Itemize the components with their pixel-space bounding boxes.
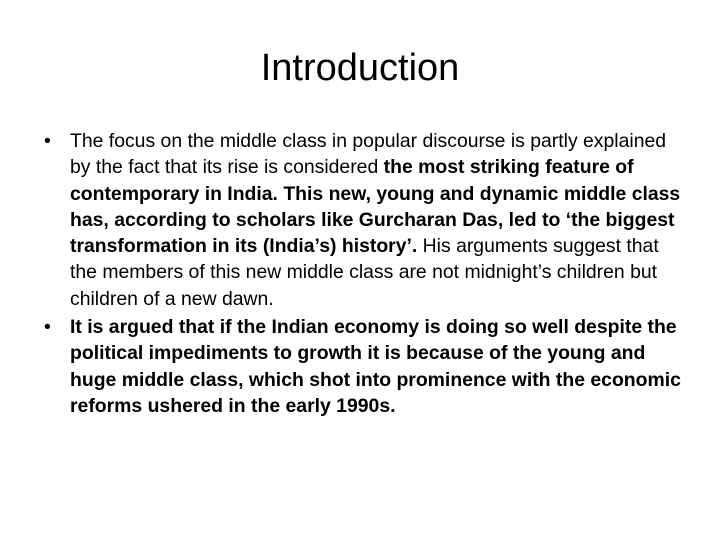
bullet-dot-icon: • — [44, 316, 51, 339]
bullet-1-text-plain-2: His arguments suggest that the members of this new middle class are not midnight’s children but children of a new dawn. — [70, 235, 659, 310]
bullet-1-text-bold: the most striking feature of contemporary in India. This new, young and dynamic middle class has, according to scholars like Gurcharan Das, led to ‘the biggest transformation in its (India’s) history’. — [70, 156, 681, 258]
bullet-item-1 — [44, 128, 688, 312]
bullet-item-2 — [44, 314, 688, 419]
slide-title: Introduction — [260, 47, 460, 89]
bullet-list — [44, 128, 688, 421]
bullet-dot-icon: • — [44, 130, 51, 152]
bullet-1-text-plain-1: The focus on the middle class in popular discourse is partly explained by the fact that its rise is considered — [70, 130, 667, 179]
bullet-2-text-bold: It is argued that if the Indian economy is doing so well despite the political impediments to growth it is because of the young and huge middle class, which shot into prominence with the economic reforms ushered in the early 1990s. — [70, 316, 681, 417]
